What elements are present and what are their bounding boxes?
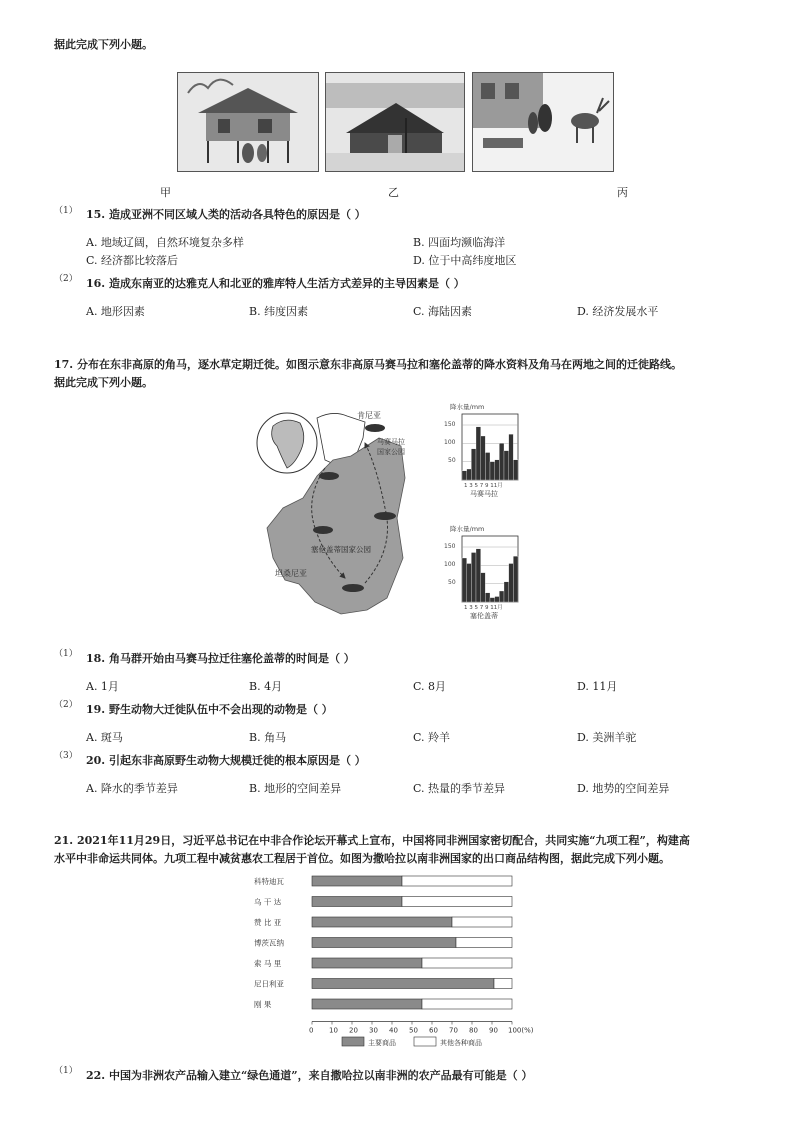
question-22-stem: 22. 中国为非洲农产品输入建立“绿色通道”，来自撒哈拉以南非洲的农产品最有可能是（ ）	[86, 1069, 533, 1082]
bar-main-goods	[312, 917, 452, 927]
ytick-100: 100	[444, 561, 456, 568]
precip-bar-month-8	[495, 460, 500, 480]
precip-bar-month-2	[467, 564, 472, 603]
chart-category-label: 尼日利亚	[254, 979, 284, 989]
q19-option-a[interactable]: A. 斑马	[86, 731, 123, 744]
photo-label-jia: 甲	[160, 186, 171, 199]
xtick-months: 1 3 5 7 9 11月	[464, 605, 503, 611]
bar-main-goods	[312, 897, 402, 907]
precip-bar-month-3	[471, 449, 476, 480]
q18-option-b[interactable]: B. 4月	[249, 680, 283, 693]
bar-other-goods	[456, 938, 512, 948]
question-21-intro-line2: 水平中非命运共同体。九项工程中减贫惠农工程居于首位。如图为撒哈拉以南非洲国家的出口商品结构图，据此完成下列小题。	[54, 852, 670, 865]
chart-category-label: 索 马 里	[254, 959, 282, 968]
precip-bar-month-8	[495, 597, 500, 603]
ytick-150: 150	[444, 543, 456, 550]
station-name-masai-mara: 马赛马拉	[470, 490, 498, 498]
q16-option-b[interactable]: B. 纬度因素	[249, 305, 309, 318]
precip-bar-month-5	[481, 436, 486, 480]
map-label-masai: 马赛马拉	[377, 438, 405, 446]
ytick-50: 50	[448, 457, 456, 464]
precip-bar-month-6	[485, 453, 490, 481]
q20-option-c[interactable]: C. 热量的季节差异	[413, 782, 506, 795]
q19-option-b[interactable]: B. 角马	[249, 731, 287, 744]
q16-option-d[interactable]: D. 经济发展水平	[577, 305, 659, 318]
legend-swatch-main	[342, 1037, 364, 1046]
bar-other-goods	[422, 958, 512, 968]
bar-main-goods	[312, 999, 422, 1009]
question-20-stem: 20. 引起东非高原野生动物大规模迁徙的根本原因是（ ）	[86, 754, 366, 767]
precip-bar-month-11	[509, 434, 514, 480]
bar-other-goods	[402, 897, 512, 907]
precip-bar-month-5	[481, 573, 486, 602]
chart-category-label: 乌 干 达	[254, 897, 282, 907]
q19-option-c[interactable]: C. 羚羊	[413, 731, 451, 744]
q16-option-c[interactable]: C. 海陆因素	[413, 305, 473, 318]
intro-text: 据此完成下列小题。	[54, 38, 153, 51]
precip-bar-month-9	[499, 443, 504, 480]
chart-category-label: 博茨瓦纳	[254, 938, 284, 948]
x-tick-label: 10	[329, 1026, 338, 1035]
photo-bing-reindeer	[472, 72, 614, 172]
precip-bar-month-10	[504, 582, 509, 602]
climate-chart-masai-mara	[440, 400, 530, 500]
x-tick-label: 50	[409, 1026, 418, 1035]
q18-option-c[interactable]: C. 8月	[413, 680, 447, 693]
x-tick-label: 60	[429, 1026, 438, 1035]
ytick-100: 100	[444, 439, 456, 446]
bar-other-goods	[494, 979, 512, 989]
bar-other-goods	[422, 999, 512, 1009]
precip-bar-month-12	[513, 460, 518, 480]
photo-jia-stilt-house	[177, 72, 319, 172]
x-tick-label: 80	[469, 1026, 478, 1035]
bar-other-goods	[452, 917, 512, 927]
sub-number: （2）	[54, 274, 78, 284]
q20-option-a[interactable]: A. 降水的季节差异	[86, 782, 178, 795]
sub-number: （1）	[54, 649, 78, 659]
reindeer-sled-icon	[473, 73, 613, 171]
bar-main-goods	[312, 958, 422, 968]
chart-ylabel: 降水量/mm	[450, 403, 485, 411]
question-17-intro-line1: 17. 分布在东非高原的角马，逐水草定期迁徙。如图示意东非高原马赛马拉和塞伦盖蒂的降水资料及角马在两地之间的迁徙路线。	[54, 358, 682, 371]
legend-swatch-other	[414, 1037, 436, 1046]
map-label-serengeti: 塞伦盖蒂国家公园	[311, 545, 371, 554]
question-16-stem: 16. 造成东南亚的达雅克人和北亚的雅库特人生活方式差异的主导因素是（ ）	[86, 277, 465, 290]
question-15-stem: 15. 造成亚洲不同区域人类的活动各具特色的原因是（ ）	[86, 208, 366, 221]
q16-option-a[interactable]: A. 地形因素	[86, 305, 145, 318]
photo-yi-yurt	[325, 72, 465, 172]
x-tick-label: 30	[369, 1026, 378, 1035]
precip-bar-month-7	[490, 598, 495, 602]
precip-bar-month-2	[467, 469, 472, 480]
sub-number: （1）	[54, 206, 78, 216]
xtick-months: 1 3 5 7 9 11月	[464, 483, 503, 489]
map-label-kenya: 肯尼亚	[357, 411, 381, 420]
q18-option-d[interactable]: D. 11月	[577, 680, 618, 693]
climate-chart-serengeti	[440, 522, 530, 622]
q15-option-b[interactable]: B. 四面均濒临海洋	[413, 236, 506, 249]
precip-bar-month-11	[509, 564, 514, 603]
precip-bar-month-10	[504, 451, 509, 480]
x-tick-label: 70	[449, 1026, 458, 1035]
chart-category-label: 科特迪瓦	[254, 877, 284, 886]
station-name-serengeti: 塞伦盖蒂	[470, 612, 498, 620]
q20-option-b[interactable]: B. 地形的空间差异	[249, 782, 342, 795]
precip-bar-month-4	[476, 427, 481, 480]
precip-bar-month-9	[499, 591, 504, 602]
q18-option-a[interactable]: A. 1月	[86, 680, 119, 693]
sub-number: （1）	[54, 1066, 78, 1076]
bar-main-goods	[312, 876, 402, 886]
precip-bar-month-4	[476, 549, 481, 602]
q19-option-d[interactable]: D. 美洲羊驼	[577, 731, 637, 744]
x-tick-label: 20	[349, 1026, 358, 1035]
precip-bar-month-3	[471, 553, 476, 603]
sub-number: （3）	[54, 751, 78, 761]
sub-number: （2）	[54, 700, 78, 710]
map-label-tanzania: 坦桑尼亚	[275, 569, 307, 578]
legend-label-other: 其他各种商品	[440, 1039, 482, 1047]
q20-option-d[interactable]: D. 地势的空间差异	[577, 782, 670, 795]
precip-bar-month-12	[513, 556, 518, 602]
ytick-150: 150	[444, 421, 456, 428]
x-tick-label: 0	[309, 1026, 314, 1035]
x-tick-label: 100(%)	[508, 1026, 534, 1035]
q15-option-c[interactable]: C. 经济都比较落后	[86, 254, 179, 267]
ytick-50: 50	[448, 579, 456, 586]
chart-category-label: 刚 果	[254, 1000, 272, 1009]
precip-bar-month-7	[490, 462, 495, 480]
bar-main-goods	[312, 938, 456, 948]
chart-ylabel: 降水量/mm	[450, 525, 485, 533]
question-17-intro-line2: 据此完成下列小题。	[54, 376, 153, 389]
question-19-stem: 19. 野生动物大迁徙队伍中不会出现的动物是（ ）	[86, 703, 333, 716]
x-tick-label: 90	[489, 1026, 498, 1035]
photo-label-bing: 丙	[617, 186, 628, 199]
chart-category-label: 赞 比 亚	[254, 918, 282, 927]
question-21-intro-line1: 21. 2021年11月29日，习近平总书记在中非合作论坛开幕式上宣布，中国将同非洲国家密切配合，共同实施“九项工程”，构建高	[54, 834, 690, 847]
q15-option-d[interactable]: D. 位于中高纬度地区	[413, 254, 517, 267]
q15-option-a[interactable]: A. 地域辽阔，自然环境复杂多样	[86, 236, 244, 249]
map-label-masai-park: 国家公园	[377, 448, 405, 456]
bar-other-goods	[402, 876, 512, 886]
x-tick-label: 40	[389, 1026, 398, 1035]
photo-label-yi: 乙	[388, 186, 399, 199]
precip-bar-month-1	[462, 471, 467, 480]
precip-bar-month-1	[462, 558, 467, 602]
bar-main-goods	[312, 979, 494, 989]
stilt-house-icon	[178, 73, 318, 171]
export-structure-chart	[250, 870, 550, 1052]
precip-bar-month-6	[485, 593, 490, 602]
legend-label-main: 主要商品	[368, 1039, 396, 1047]
question-18-stem: 18. 角马群开始由马赛马拉迁往塞伦盖蒂的时间是（ ）	[86, 652, 355, 665]
migration-map	[255, 398, 430, 628]
tent-icon	[326, 73, 464, 171]
